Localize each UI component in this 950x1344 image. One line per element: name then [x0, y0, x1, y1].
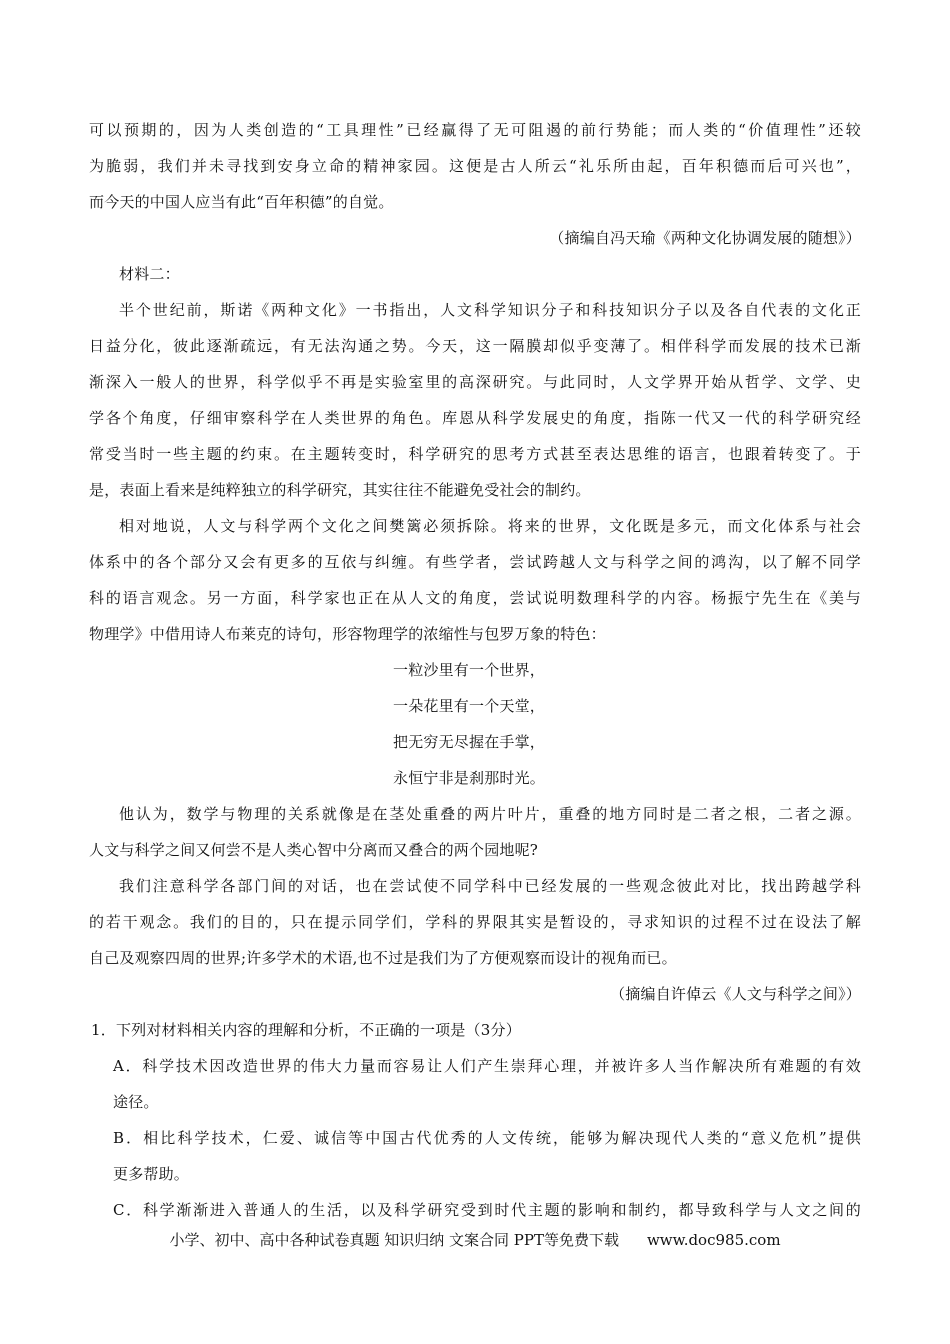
material2-para1-line-3: 渐深入一般人的世界，科学似乎不再是实验室里的高深研究。与此同时，人文学界开始从哲学、文学、史 — [89, 373, 861, 391]
question1-option-a-line-2: 途径。 — [113, 1093, 159, 1111]
material2-para2-line-1: 相对地说，人文与科学两个文化之间樊篱必须拆除。将来的世界，文化既是多元，而文化体系与社会 — [119, 517, 861, 535]
footer-site: www.doc985.com — [646, 1231, 781, 1249]
material2-para1-line-5: 常受当时一些主题的约束。在主题转变时，科学研究的思考方式甚至表达思维的语言，也跟着转变了。于 — [89, 445, 861, 463]
material2-source: （摘编自许倬云《人文与科学之间》） — [610, 985, 861, 1003]
material1-source: （摘编自冯天瑜《两种文化协调发展的随想》） — [549, 229, 861, 247]
footer-text: 小学、初中、高中各种试卷真题 知识归纳 文案合同 PPT等免费下载 — [169, 1231, 619, 1249]
material2-para4-line-1: 我们注意科学各部门间的对话，也在尝试使不同学科中已经发展的一些观念彼此对比，找出跨越学科 — [119, 877, 861, 895]
material2-para3-line-1: 他认为，数学与物理的关系就像是在茎处重叠的两片叶片，重叠的地方同时是二者之根，二者之源。 — [119, 805, 861, 823]
poem-line-4: 永恒宁非是刹那时光。 — [393, 769, 546, 787]
material2-para2-line-3: 科的语言观念。另一方面，科学家也正在从人文的角度，尝试说明数理科学的内容。杨振宁先生在《美与 — [89, 589, 861, 607]
material2-para1-line-6: 是，表面上看来是纯粹独立的科学研究，其实往往不能避免受社会的制约。 — [89, 481, 591, 499]
material2-para1-line-2: 日益分化，彼此逐渐疏远，有无法沟通之势。今天，这一隔膜却似乎变薄了。相伴科学而发展的技术已渐 — [89, 337, 861, 355]
poem-line-1: 一粒沙里有一个世界， — [393, 661, 546, 679]
question1-option-b-line-2: 更多帮助。 — [113, 1165, 190, 1183]
poem-line-2: 一朵花里有一个天堂， — [393, 697, 546, 715]
question1-option-b-line-1: B．相比科学技术，仁爱、诚信等中国古代优秀的人文传统，能够为解决现代人类的“意义危机”提供 — [113, 1129, 861, 1147]
question1-title: 1．下列对材料相关内容的理解和分析，不正确的一项是（3分） — [91, 1021, 521, 1039]
material2-para3-line-2: 人文与科学之间又何尝不是人类心智中分离而又叠合的两个园地呢? — [89, 841, 539, 859]
material2-para2-line-2: 体系中的各个部分又会有更多的互依与纠缠。有些学者，尝试跨越人文与科学之间的鸿沟，以了解不同学 — [89, 553, 861, 571]
material2-para2-line-4: 物理学》中借用诗人布莱克的诗句，形容物理学的浓缩性与包罗万象的特色： — [89, 625, 606, 643]
material2-para1-line-4: 学各个角度，仔细审察科学在人类世界的角色。库恩从科学发展史的角度，指陈一代又一代的科学研究经 — [89, 409, 861, 427]
question1-option-c-line-1: C．科学渐渐进入普通人的生活，以及科学研究受到时代主题的影响和制约，都导致科学与人文之间的 — [113, 1201, 861, 1219]
page-footer — [0, 1226, 950, 1254]
material2-para1-line-1: 半个世纪前，斯诺《两种文化》一书指出，人文科学知识分子和科技知识分子以及各自代表的文化正 — [119, 301, 861, 319]
material2-para4-line-2: 的若干观念。我们的目的，只在提示同学们，学科的界限其实是暂设的，寻求知识的过程不过在设法了解 — [89, 913, 861, 931]
material1-line-3: 而今天的中国人应当有此“百年积德”的自觉。 — [89, 193, 394, 211]
poem-line-3: 把无穷无尽握在手掌， — [393, 733, 546, 751]
document-body — [89, 112, 861, 1228]
material2-heading: 材料二： — [119, 265, 180, 283]
material1-line-1: 可以预期的，因为人类创造的“工具理性”已经赢得了无可阻遏的前行势能；而人类的“价值理性”还较 — [89, 121, 861, 139]
question1-option-a-line-1: A．科学技术因改造世界的伟大力量而容易让人们产生崇拜心理，并被许多人当作解决所有难题的有效 — [113, 1057, 861, 1075]
material1-line-2: 为脆弱，我们并未寻找到安身立命的精神家园。这便是古人所云“礼乐所由起，百年积德而后可兴也”， — [89, 157, 861, 175]
material2-para4-line-3: 自己及观察四周的世界;许多学术的术语,也不过是我们为了方便观察而设计的视角而已。 — [89, 949, 677, 967]
